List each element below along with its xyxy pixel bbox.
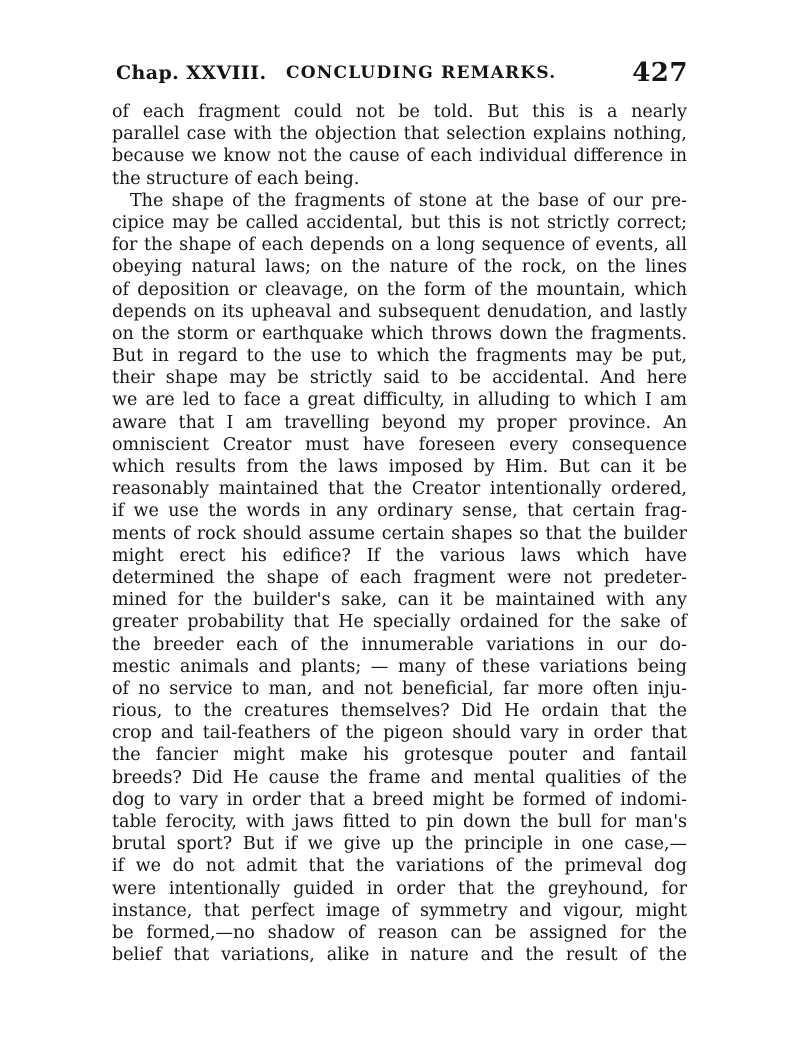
text-line: parallel case with the objection that selection explains nothing, (112, 124, 687, 145)
paragraph-end-line: the structure of each being. (112, 168, 360, 189)
paragraph-start-line: The shape of the fragments of stone at the base of our pre- (130, 190, 687, 211)
text-line: ments of rock should assume certain shapes so that the builder (112, 523, 687, 544)
running-title: CONCLUDING REMARKS. (286, 63, 557, 83)
text-line: reasonably maintained that the Creator intentionally ordered, (112, 479, 687, 500)
text-line: because we know not the cause of each individual difference in (112, 146, 687, 167)
text-line: aware that I am travelling beyond my proper province. An (112, 412, 687, 433)
text-line: on the storm or earthquake which throws down the fragments. (112, 323, 687, 344)
text-line: we are led to face a great difficulty, in alluding to which I am (112, 390, 687, 411)
text-line: obeying natural laws; on the nature of the rock, on the lines (112, 257, 687, 278)
text-line: be formed,—no shadow of reason can be assigned for the (112, 922, 687, 943)
chapter-label: Chap. XXVIII. (116, 62, 267, 84)
text-line: brutal sport? But if we give up the principle in one case,— (112, 834, 687, 855)
text-line: instance, that perfect image of symmetry and vigour, might (112, 900, 687, 921)
text-line: the breeder each of the innumerable variations in our do- (112, 634, 687, 655)
text-line: dog to vary in order that a breed might be formed of indomi- (112, 789, 687, 810)
text-line: which results from the laws imposed by Him. But can it be (112, 457, 687, 477)
text-line: rious, to the creatures themselves? Did He ordain that the (112, 701, 687, 722)
running-header (116, 58, 688, 92)
text-line: mined for the builder's sake, can it be maintained with any (112, 590, 687, 611)
text-line: of no service to man, and not beneficial, far more often inju- (112, 678, 687, 699)
text-line: if we do not admit that the variations of the primeval dog (112, 856, 687, 877)
text-line: omniscient Creator must have foreseen every consequence (112, 434, 687, 455)
text-line: were intentionally guided in order that the greyhound, for (112, 878, 687, 899)
text-line: table ferocity, with jaws fitted to pin down the bull for man's (112, 812, 687, 832)
text-line: cipice may be called accidental, but this is not strictly correct; (112, 212, 687, 233)
text-line: breeds? Did He cause the frame and mental qualities of the (112, 767, 687, 788)
text-line: of each fragment could not be told. But this is a nearly (112, 102, 687, 122)
text-line: belief that variations, alike in nature and the result of the (112, 945, 687, 966)
text-line: depends on its upheaval and subsequent denudation, and lastly (112, 301, 687, 322)
body-text (112, 101, 687, 966)
text-line: mestic animals and plants; — many of these variations being (112, 656, 687, 677)
text-line: for the shape of each depends on a long sequence of events, all (112, 235, 687, 256)
text-line: determined the shape of each fragment were not predeter- (112, 567, 687, 588)
text-line: their shape may be strictly said to be accidental. And here (112, 368, 687, 389)
text-line: the fancier might make his grotesque pouter and fantail (112, 745, 687, 766)
text-line: crop and tail-feathers of the pigeon should vary in order that (112, 723, 687, 744)
text-line: might erect his edifice? If the various laws which have (112, 545, 687, 566)
text-line: But in regard to the use to which the fragments may be put, (112, 346, 687, 367)
page-number: 427 (632, 58, 688, 88)
text-line: greater probability that He specially ordained for the sake of (112, 612, 687, 633)
text-line: of deposition or cleavage, on the form of the mountain, which (112, 279, 687, 300)
text-line: if we use the words in any ordinary sense, that certain frag- (112, 501, 687, 522)
